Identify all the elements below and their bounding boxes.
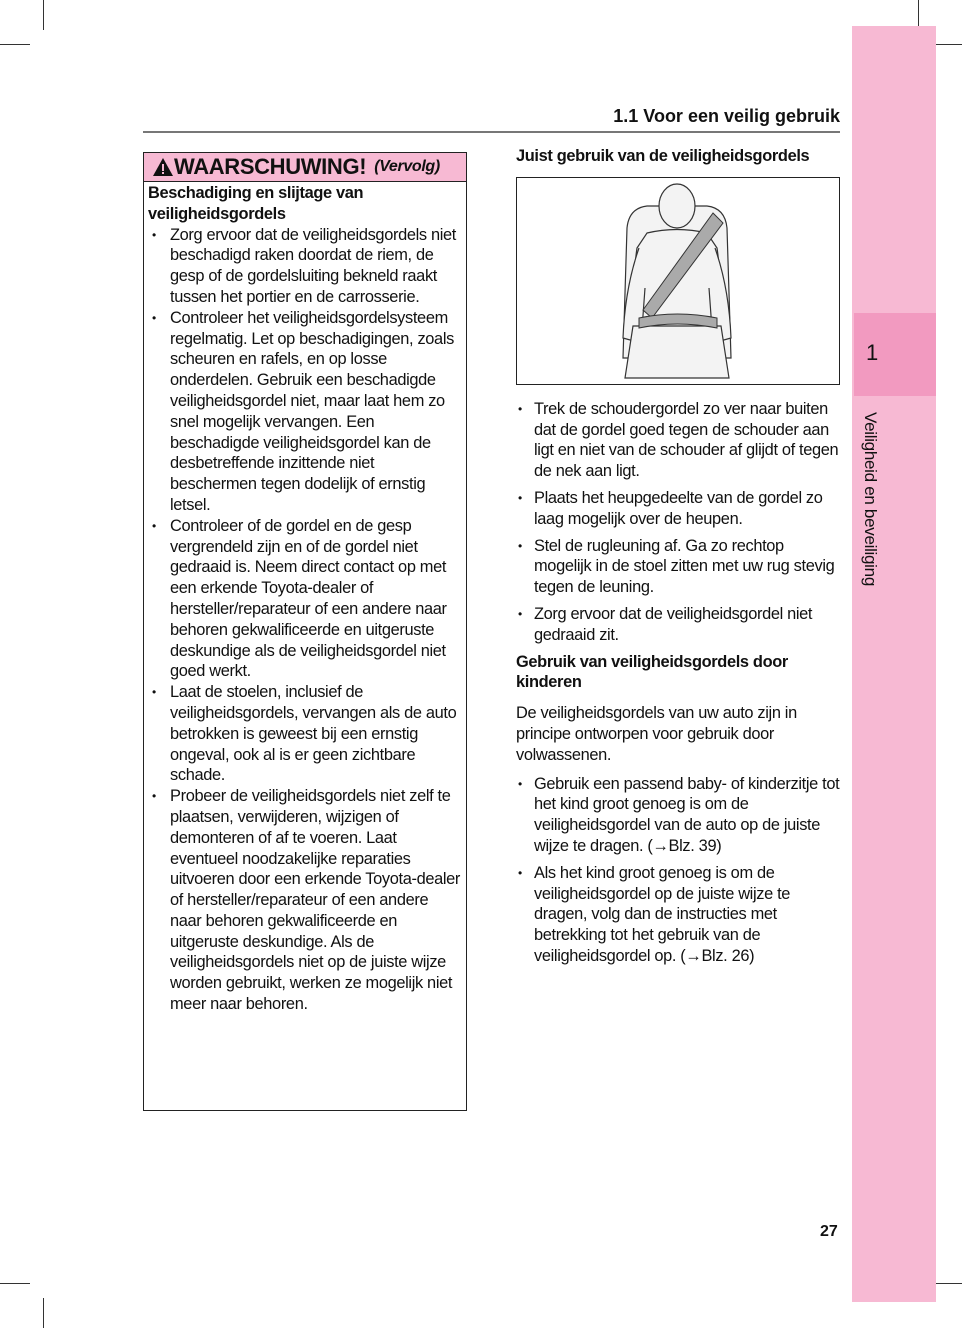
list-item: • Als het kind groot genoeg is om de veiligheidsgordel op de juiste wijze te dragen, volg dan de instructies met betrekking tot het gebruik van de veiligheidsgordel op. (→Blz. 26) bbox=[516, 863, 840, 967]
children-paragraph: De veiligheidsgordels van uw auto zijn in principe ontworpen voor gebruik door volwassenen. bbox=[516, 704, 797, 764]
crop-mark bbox=[0, 1283, 30, 1284]
warning-continued: (Vervolg) bbox=[374, 157, 440, 175]
children-instructions bbox=[516, 774, 840, 967]
heading-seatbelt-use: Juist gebruik van de veiligheidsgordels bbox=[516, 147, 810, 165]
warning-header bbox=[144, 153, 466, 182]
list-item: • Trek de schoudergordel zo ver naar buiten dat de gordel goed tegen de schouder aan ligt en niet van de schouder af glijdt of tegen de nek aan ligt. bbox=[516, 399, 840, 482]
seated-person-with-seatbelt-icon bbox=[517, 178, 839, 384]
chapter-number: 1 bbox=[866, 340, 879, 365]
crop-mark bbox=[43, 1298, 44, 1328]
warning-list bbox=[148, 225, 462, 1015]
warning-title: WAARSCHUWING! bbox=[174, 153, 367, 179]
list-item: • Laat de stoelen, inclusief de veiligheidsgordels, vervangen als de auto betrokken is geweest bij een ernstig ongeval, ook al is er geen zichtbare schade. bbox=[148, 682, 462, 786]
seatbelt-illustration bbox=[516, 177, 840, 385]
crop-mark bbox=[932, 1283, 962, 1284]
crop-mark bbox=[932, 44, 962, 45]
crop-mark bbox=[43, 0, 44, 30]
list-item: • Zorg ervoor dat de veiligheidsgordels niet beschadigd raken doordat de riem, de gesp of de gordelsluiting bekneld raakt tussen het portier en de carrosserie. bbox=[148, 225, 462, 308]
list-item: • Probeer de veiligheidsgordels niet zelf te plaatsen, verwijderen, wijzigen of demonteren of af te voeren. Laat eventueel noodzakelijke reparaties uitvoeren door een erkende Toyota-dealer of hersteller/reparateur of een andere naar behoren gekwalificeerde en uitgeruste deskundige. Als de veiligheidsgordels niet op de juiste wijze worden gebruikt, werken ze mogelijk niet meer naar behoren. bbox=[148, 786, 462, 1015]
seatbelt-instructions bbox=[516, 399, 840, 646]
list-item: • Plaats het heupgedeelte van de gordel zo laag mogelijk over de heupen. bbox=[516, 488, 840, 530]
warning-box bbox=[143, 152, 467, 1111]
warning-subtitle: Beschadiging en slijtage van veiligheidsgordels bbox=[148, 184, 364, 223]
section-header: 1.1 Voor een veilig gebruik bbox=[613, 106, 840, 126]
right-column bbox=[516, 146, 840, 973]
crop-mark bbox=[0, 44, 30, 45]
list-item: • Gebruik een passend baby- of kinderzitje tot het kind groot genoeg is om de veiligheidsgordel van de auto op de juiste wijze te dragen. (→Blz. 39) bbox=[516, 774, 840, 857]
header-rule bbox=[143, 131, 840, 133]
list-item: • Stel de rugleuning af. Ga zo rechtop mogelijk in de stoel zitten met uw rug stevig tegen de leuning. bbox=[516, 536, 840, 598]
list-item: • Controleer het veiligheidsgordelsysteem regelmatig. Let op beschadigingen, zoals scheuren en rafels, en op losse onderdelen. Gebruik een beschadigde veiligheidsgordel niet, maar laat hem zo snel mogelijk vervangen. Een beschadigde veiligheidsgordel kan de desbetreffende inzittende niet beschermen tegen dodelijk of ernstig letsel. bbox=[148, 308, 462, 516]
list-item: • Zorg ervoor dat de veiligheidsgordel niet gedraaid zit. bbox=[516, 604, 840, 646]
page-number: 27 bbox=[820, 1223, 838, 1240]
warning-triangle-icon bbox=[152, 157, 174, 177]
list-item: • Controleer of de gordel en de gesp vergrendeld zijn en of de gordel niet gedraaid is. Neem direct contact op met een erkende Toyota-dealer of hersteller/reparateur of een andere naar behoren gekwalificeerde en uitgeruste deskundige als de veiligheidsgordel niet goed werkt. bbox=[148, 516, 462, 682]
heading-children: Gebruik van veiligheidsgordels door kinderen bbox=[516, 652, 788, 692]
chapter-title: Veiligheid en beveiliging bbox=[861, 412, 880, 586]
chapter-sidebar bbox=[852, 26, 936, 1302]
